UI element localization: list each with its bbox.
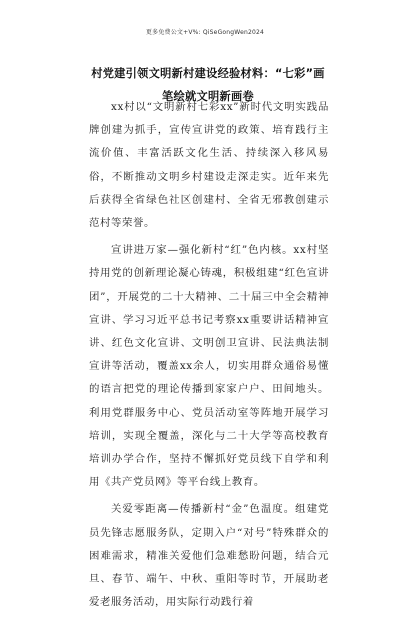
paragraph-intro: xx村以“文明新村七彩xx”新时代文明实践品牌创建为抓手，宣传宣讲党的政策、培育践行主流价值、丰富活跃文化生活、持续深入移风易俗，不断推动文明乡村建设走深走实。近年来先后获得全省绿色社区创建村、全省无邪教创建示范村等荣誉。 [89, 101, 329, 230]
paragraph-red: 宣讲进万家—强化新村“红”色内核。xx村坚持用党的创新理论凝心铸魂，积极组建“红色宣讲团”，开展党的二十大精神、二十届三中全会精神宣讲、学习习近平总书记考察xx重要讲话精神宣讲、红色文化宣讲、文明创卫宣讲、民法典法制宣讲等活动，覆盖xx余人，切实用群众通俗易懂的语言把党的理论传播到家家户户、田间地头。利用党群服务中心、党员活动室等阵地开展学习培训，实现全覆盖，深化与二十大学等高校教育培训办学合作，坚持不懈抓好党员线下自学和利用《共产党员网》等平台线上教育。 [89, 244, 329, 489]
header-watermark: 更多免费公文+V%: QiSeGongWen2024 [145, 29, 265, 36]
document-title: 村党建引领文明新村建设经验材料：“七彩”画笔绘就文明新画卷 [91, 67, 325, 103]
paragraph-gold: 关爱零距离—传播新村“金”色温度。组建党员先锋志愿服务队，定期入户“对号”特殊群众的困难需求，精准关爱他们急难愁盼问题，结合元旦、春节、端午、中秋、重阳等时节，开展助老爱老服务活动，用实际行动践行着 [89, 503, 329, 609]
document-body [89, 96, 329, 618]
